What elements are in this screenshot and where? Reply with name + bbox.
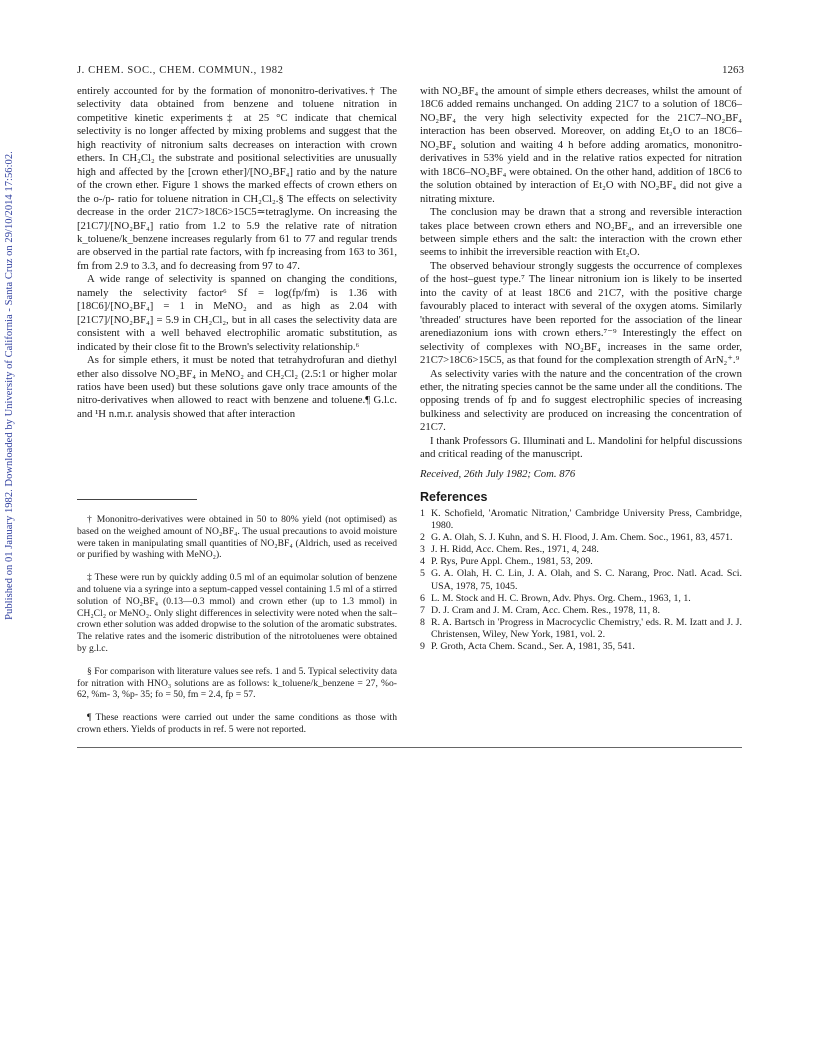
reference-item: 4 P. Rys, Pure Appl. Chem., 1981, 53, 209. xyxy=(420,556,593,568)
reference-item: 9 P. Groth, Acta Chem. Scand., Ser. A, 1981, 35, 541. xyxy=(420,641,635,653)
right-column xyxy=(420,85,742,653)
body-paragraph: As selectivity varies with the nature and the concentration of the crown ether, the nitrating species cannot be the same under all the conditions. The opposing trends of fp and fo suggest electrophilic species of increasing bulkiness and selectivity are produced on increasing the concentration of 21C7. xyxy=(420,367,742,434)
footnote: ¶ These reactions were carried out under the same conditions as those with crown ethers. Yields of products in ref. 5 were not reported. xyxy=(77,712,397,735)
download-watermark xyxy=(1,120,17,650)
body-paragraph: A wide range of selectivity is spanned on changing the conditions, namely the selectivity factor⁶ Sf = log(fp/fm) is 1.36 with [18C6]/[NO₂BF₄] = 1 in MeNO₂ and as high as 2.04 with [21C7]/[NO₂BF₄] = 5.9 in CH₂Cl₂, but in all cases the selectivity data are consistent with a well behaved electrophilic aromatic substitution, as indicated by their close fit to the Brown's selectivity relationship.⁶ xyxy=(77,273,397,353)
page-number: 1263 xyxy=(722,64,744,76)
reference-item: 3 J. H. Ridd, Acc. Chem. Res., 1971, 4, 248. xyxy=(420,544,599,556)
left-column xyxy=(77,85,397,421)
reference-item: 6 L. M. Stock and H. C. Brown, Adv. Phys. Org. Chem., 1963, 1, 1. xyxy=(420,592,691,604)
acknowledgement: I thank Professors G. Illuminati and L. Mandolini for helpful discussions and critical reading of the manuscript. xyxy=(420,434,742,461)
footnotes xyxy=(77,514,397,747)
body-paragraph: The conclusion may be drawn that a strong and reversible interaction takes place between crown ethers and NO₂BF₄, and an irreversible one between simple ethers and the salt: the interaction with the crown ether seems to inhibit the irreversible reaction with Et₂O. xyxy=(420,206,742,259)
footnote: § For comparison with literature values see refs. 1 and 5. Typical selectivity data for nitration with HNO₃ solutions are as follows: k_toluene/k_benzene = 27, %o- 62, %m- 3, %p- 35; fo = 50, fm = 2.4, fp = 57. xyxy=(77,665,397,701)
received-date: Received, 26th July 1982; Com. 876 xyxy=(420,467,576,480)
bottom-rule xyxy=(77,747,742,748)
references-heading: References xyxy=(420,490,488,505)
reference-list xyxy=(420,508,742,654)
body-paragraph: with NO₂BF₄ the amount of simple ethers decreases, whilst the amount of 18C6 added remains unchanged. On adding 21C7 to a solution of 18C6–NO₂BF₄ the very high selectivity expected for the 21C7–NO₂BF₄ interaction has been observed. Moreover, on adding Et₂O to an 18C6–NO₂BF₄ solution and waiting 4 h before adding aromatics, mononitro-derivatives in 53% yield and in the relative ratios expected for nitration with 18C6–NO₂BF₄ were obtained. On the other hand, addition of 18C6 to the solution obtained by interaction of Et₂O with NO₂BF₄ did not give a nitrating mixture. xyxy=(420,85,742,205)
download-note: Published on 01 January 1982. Downloaded by University of California - Santa Cruz on 29/10/2014 17:56:02. xyxy=(3,150,15,620)
footnote: ‡ These were run by quickly adding 0.5 ml of an equimolar solution of benzene and toluene via a syringe into a septum-capped vessel containing 1.5 ml of a stirred solution of NO₂BF₄ (0.13—0.3 mmol) and crown ether (up to 1.3 mmol) in CH₂Cl₂ or MeNO₂. Only slight differences in selectivity were noted when the salt–crown ether solution was added dropwise to the solution of the aromatic substrates. The relative rates and the isomeric distribution of the nitrotoluenes were obtained by g.l.c. xyxy=(77,572,397,654)
reference-item: 8 R. A. Bartsch in 'Progress in Macrocyclic Chemistry,' eds. R. M. Izatt and J. J. Christensen, Wiley, New York, 1981, vol. 2. xyxy=(420,617,742,641)
reference-item: 5 G. A. Olah, H. C. Lin, J. A. Olah, and S. C. Narang, Proc. Natl. Acad. Sci. USA, 1978, 75, 1045. xyxy=(420,568,742,592)
reference-item: 1 K. Schofield, 'Aromatic Nitration,' Cambridge University Press, Cambridge, 1980. xyxy=(420,507,742,531)
body-paragraph: entirely accounted for by the formation of mononitro-derivatives.† The selectivity data obtained from benzene and toluene nitration in competitive kinetic experiments‡ at 25 °C indicate that chemical selectivity is no longer affected by mixing problems and suggest that the high reactivity of nitronium salts decreases on interaction with crown ethers. In CH₂Cl₂ the substrate and positional selectivities are unusually high and affected by the [crown ether]/[NO₂BF₄] ratio and by the nature of the crown ether. Figure 1 shows the marked effects of crown ethers on the o-/p- ratio for toluene nitration in CH₂Cl₂.§ The effects on selectivity decrease in the order 21C7>18C6>15C5≃tetraglyme. On increasing the [21C7]/[NO₂BF₄] ratio from 1.2 to 5.9 the relative rate of nitration k_toluene/k_benzene increases regularly from 61 to 77 and regular trends are observed in the partial rate factors, with fp increasing from 163 to 361, fm from 2.9 to 3.3, and fo decreasing from 97 to 47. xyxy=(77,85,397,272)
reference-item: 7 D. J. Cram and J. M. Cram, Acc. Chem. Res., 1978, 11, 8. xyxy=(420,604,660,616)
footnote: † Mononitro-derivatives were obtained in 50 to 80% yield (not optimised) as based on the weighed amount of NO₂BF₄. The usual precautions to avoid moisture were taken in manipulating small quantities of NO₂BF₄ (Aldrich, used as received or purified by washing with MeNO₂). xyxy=(77,514,397,561)
reference-item: 2 G. A. Olah, S. J. Kuhn, and S. H. Flood, J. Am. Chem. Soc., 1961, 83, 4571. xyxy=(420,531,733,543)
body-paragraph: The observed behaviour strongly suggests the occurrence of complexes of the host–guest type.⁷ The linear nitronium ion is likely to be inserted into the cavity of at least 18C6 and 21C7, with the positive charge favourably placed to interact with several of the oxygen atoms. Similarly 'threaded' structures have been reported for the association of the linear arenediazonium ions with crown ethers.⁷⁻⁹ Interestingly the effect on selectivity of complexes with NO₂BF₄ increases in the same order, 21C7>18C6>15C5, as that found for the complexation strength of ArN₂⁺.⁹ xyxy=(420,259,742,367)
body-paragraph: As for simple ethers, it must be noted that tetrahydrofuran and diethyl ether also dissolve NO₂BF₄ in MeNO₂ and CH₂Cl₂ (2.5:1 or higher molar ratios have been used) but these solutions gave only trace amounts of the nitro-derivatives when allowed to react with benzene and toluene.¶ G.l.c. and ¹H n.m.r. analysis showed that after interaction xyxy=(77,354,397,420)
running-header: J. CHEM. SOC., CHEM. COMMUN., 1982 xyxy=(77,65,284,76)
footnote-divider xyxy=(77,499,197,500)
